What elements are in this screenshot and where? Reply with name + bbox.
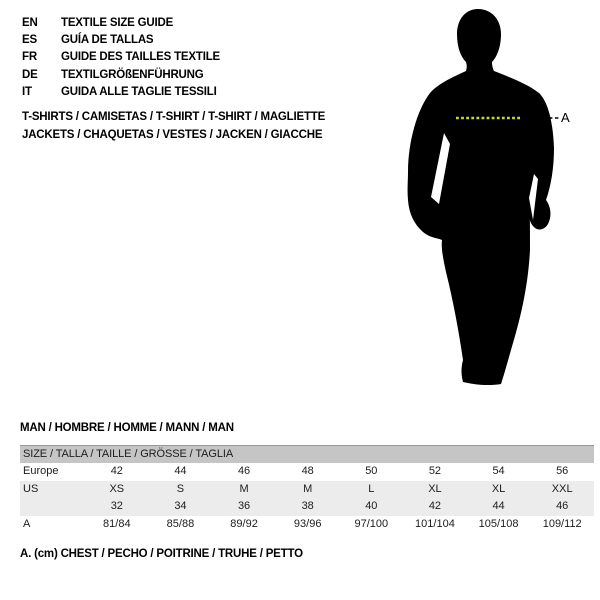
size-value: L	[368, 482, 375, 495]
left-arm-gap	[431, 133, 450, 204]
size-table	[20, 445, 594, 533]
size-value: XXL	[551, 482, 573, 495]
measurement-footnote: A. (cm) CHEST / PECHO / POITRINE / TRUHE / PETTO	[20, 548, 303, 560]
size-value: M	[303, 482, 313, 495]
row-label	[20, 498, 85, 516]
language-code: ES	[22, 34, 37, 47]
language-title: TEXTILE SIZE GUIDE	[61, 17, 174, 29]
size-value: 81/84	[103, 517, 131, 530]
language-code: EN	[22, 17, 38, 29]
size-table-header: SIZE / TALLA / TAILLE / GRÖSSE / TAGLIA	[20, 445, 594, 463]
table-row-europe	[20, 463, 594, 481]
size-value: 36	[237, 500, 251, 512]
language-title: GUIDA ALLE TAGLIE TESSILI	[61, 85, 217, 98]
language-code: IT	[22, 85, 32, 98]
size-value: 46	[556, 500, 569, 512]
row-label: Europe	[23, 465, 59, 477]
size-value: 34	[174, 500, 187, 512]
size-value: XS	[109, 482, 125, 495]
size-value: 89/92	[230, 517, 258, 530]
size-value: 40	[365, 500, 378, 512]
size-value: 52	[428, 465, 442, 477]
language-code: DE	[22, 68, 38, 81]
size-value: 101/104	[415, 517, 455, 530]
size-value: 97/100	[354, 517, 389, 530]
size-value: 93/96	[293, 517, 322, 530]
man-silhouette	[408, 9, 554, 385]
size-value: 42	[428, 500, 442, 512]
size-value: 44	[492, 500, 505, 512]
size-value: M	[239, 482, 249, 495]
language-row	[22, 49, 220, 66]
language-title: GUÍA DE TALLAS	[61, 34, 154, 47]
language-row	[22, 84, 220, 101]
language-row	[22, 67, 220, 84]
size-value: XL	[428, 482, 442, 495]
size-value: 56	[556, 465, 569, 477]
language-row	[22, 32, 220, 49]
section-title-man: MAN / HOMBRE / HOMME / MANN / MAN	[20, 422, 234, 434]
language-title: GUIDE DES TAILLES TEXTILE	[61, 51, 220, 64]
size-value: 105/108	[478, 517, 519, 530]
size-value: 32	[110, 500, 123, 512]
size-value: 54	[492, 465, 505, 477]
language-code: FR	[22, 51, 37, 64]
size-value: XL	[491, 482, 506, 495]
size-value: 44	[174, 465, 187, 477]
table-row-us-numeric	[20, 498, 594, 516]
row-label: US	[23, 482, 39, 495]
category-lines	[22, 109, 325, 144]
language-title: TEXTILGRÖßENFÜHRUNG	[61, 68, 204, 81]
size-value: 38	[301, 500, 314, 512]
language-list	[22, 15, 220, 101]
language-row	[22, 15, 220, 32]
measure-label-a: A	[561, 110, 570, 125]
category-jackets: JACKETS / CHAQUETAS / VESTES / JACKEN / GIACCHE	[22, 128, 323, 141]
table-row-us	[20, 481, 594, 499]
size-value: 109/112	[542, 517, 582, 530]
size-value: 50	[365, 465, 378, 477]
size-value: S	[176, 482, 185, 495]
size-value: 48	[301, 465, 314, 477]
size-value: 85/88	[166, 517, 195, 530]
right-arm-gap	[529, 174, 538, 220]
size-value: 42	[110, 465, 123, 477]
row-label: A	[23, 517, 31, 530]
table-row-chest-a	[20, 516, 594, 534]
size-value: 46	[237, 465, 251, 477]
category-tshirts: T-SHIRTS / CAMISETAS / T-SHIRT / T-SHIRT / MAGLIETTE	[22, 111, 326, 123]
